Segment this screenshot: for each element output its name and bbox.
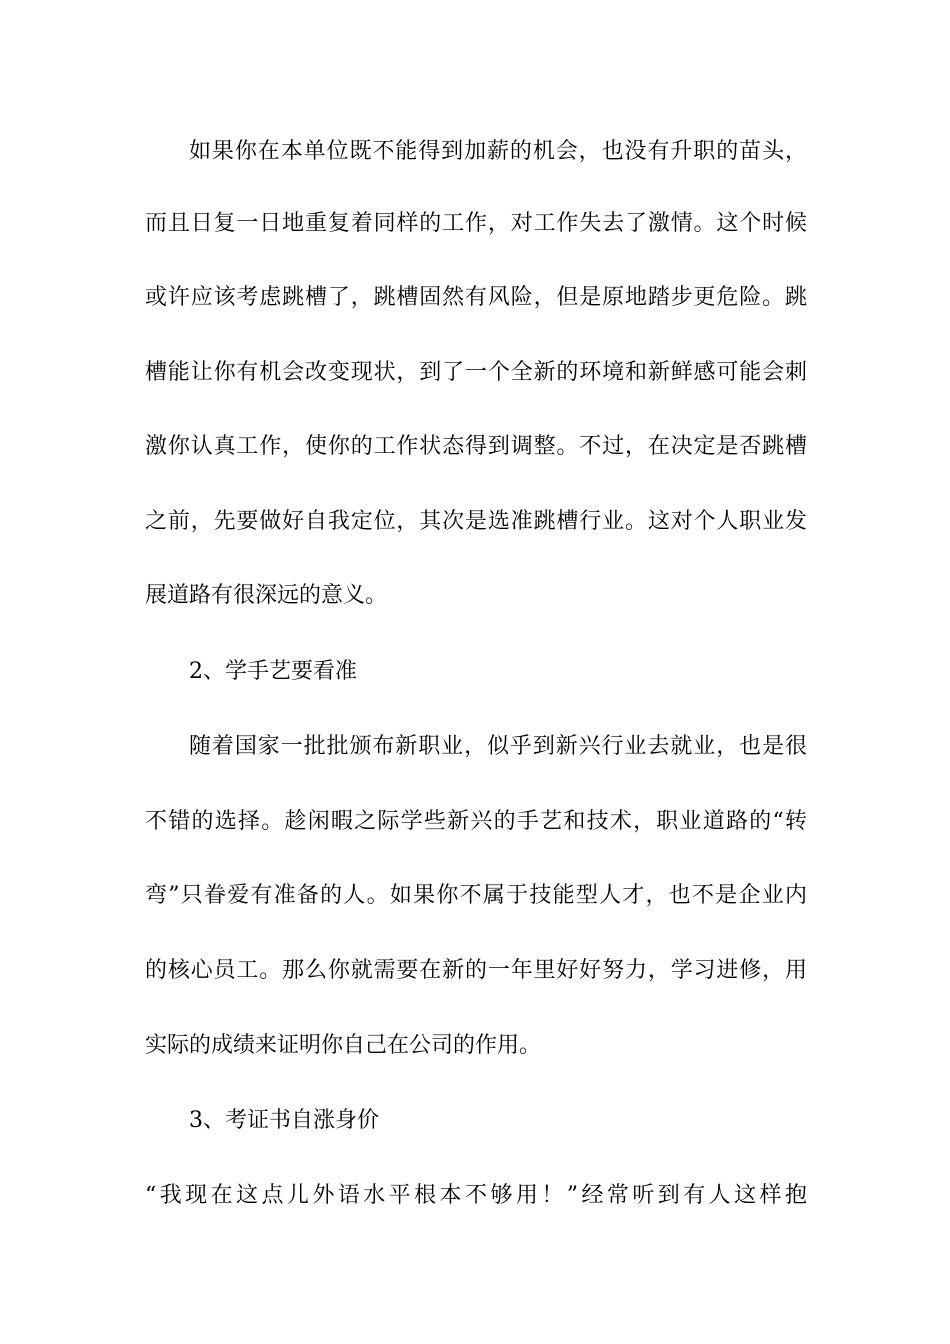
paragraph-1-line-7: 展道路有很深远的意义。 — [145, 583, 388, 608]
paragraph-2-line-1: 随着国家一批批颁布新职业，似乎到新兴行业去就业，也是很 — [189, 734, 807, 759]
paragraph-1-line-6: 之前，先要做好自我定位，其次是选准跳槽行业。这对个人职业发 — [145, 509, 807, 534]
paragraph-1-line-3: 或许应该考虑跳槽了，跳槽固然有风险，但是原地踏步更危险。跳 — [145, 285, 807, 310]
paragraph-3-line-1: “我现在这点儿外语水平根本不够用！”经常听到有人这样抱 — [145, 1183, 807, 1208]
paragraph-2-line-5: 实际的成绩来证明你自己在公司的作用。 — [145, 1033, 542, 1058]
paragraph-2-line-3: 弯”只眷爱有准备的人。如果你不属于技能型人才，也不是企业内 — [145, 883, 807, 908]
section-heading-3: 3、考证书自涨身价 — [189, 1108, 379, 1133]
paragraph-1-line-4: 槽能让你有机会改变现状，到了一个全新的环境和新鲜感可能会刺 — [145, 360, 807, 385]
section-heading-2: 2、学手艺要看准 — [189, 659, 357, 684]
paragraph-2-line-4: 的核心员工。那么你就需要在新的一年里好好努力，学习进修，用 — [145, 958, 807, 983]
paragraph-1-line-2: 而且日复一日地重复着同样的工作，对工作失去了激情。这个时候 — [145, 211, 807, 236]
paragraph-2-line-2: 不错的选择。趁闲暇之际学些新兴的手艺和技术，职业道路的“转 — [145, 809, 807, 834]
paragraph-1-line-5: 激你认真工作，使你的工作状态得到调整。不过，在决定是否跳槽 — [145, 434, 807, 459]
paragraph-1-line-1: 如果你在本单位既不能得到加薪的机会，也没有升职的苗头， — [189, 139, 807, 164]
